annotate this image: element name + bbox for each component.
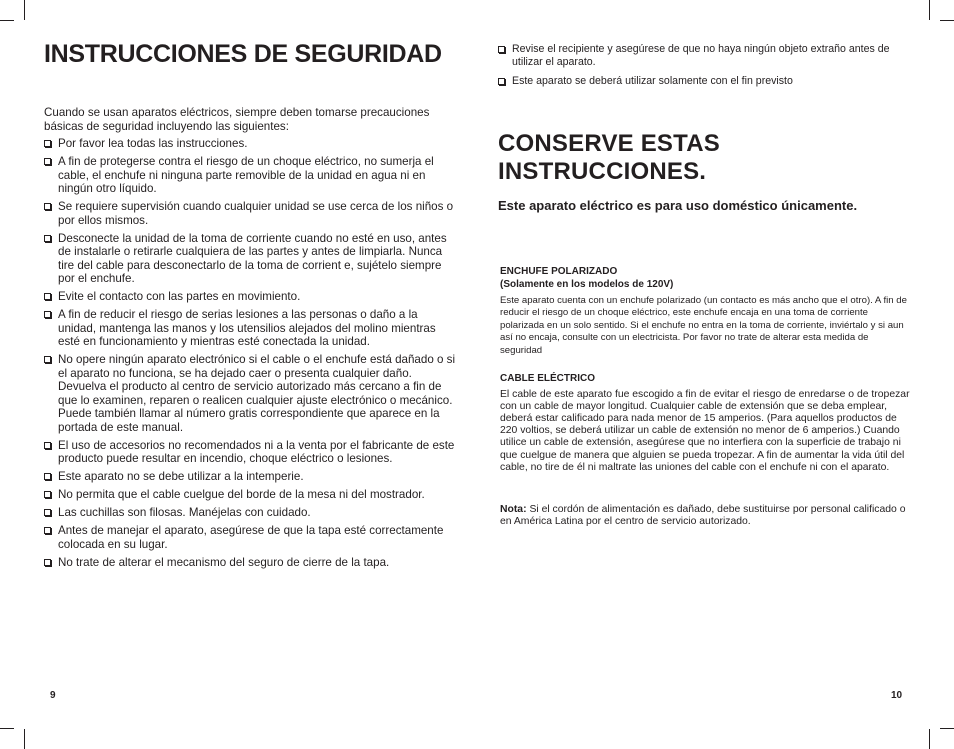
checkbox-bullet-icon — [44, 293, 51, 300]
list-item: No permita que el cable cuelgue del borde de la mesa ni del mostrador. — [44, 488, 456, 502]
checkbox-bullet-icon — [44, 140, 51, 147]
list-item: Por favor lea todas las instrucciones. — [44, 137, 456, 151]
safety-list — [44, 137, 456, 574]
note-body: Si el cordón de alimentación es dañado, debe sustituirse por personal calificado o en América Latina por el centro de servicio autorizado. — [500, 504, 906, 528]
list-item: Este aparato no se debe utilizar a la intemperie. — [44, 470, 456, 484]
list-item: Las cuchillas son filosas. Manéjelas con cuidado. — [44, 506, 456, 520]
save-instructions-title: CONSERVE ESTAS INSTRUCCIONES. — [498, 130, 720, 185]
checkbox-bullet-icon — [44, 509, 51, 516]
checkbox-bullet-icon — [44, 491, 51, 498]
checkbox-bullet-icon — [498, 78, 505, 85]
checkbox-bullet-icon — [44, 203, 51, 210]
list-item: A fin de reducir el riesgo de serias lesiones a las personas o daño a la unidad, mantenga las manos y los utensilios alejados del molino mientras esté en funcionamiento y mientras esté conectada la unidad. — [44, 308, 456, 349]
section-body: Este aparato cuenta con un enchufe polarizado (un contacto es más ancho que el otro). A fin de reducir el riesgo de un choque eléctrico, este enchufe encaja en una toma de corriente polarizada en un solo sentido. Si el enchufe no entra en la toma de corriente, inviértalo y si aun así no encaja, consulte con un electricista. Por favor no trate de alterar esta medida de seguridad — [500, 295, 907, 356]
checkbox-bullet-icon — [44, 235, 51, 242]
note-paragraph — [500, 504, 912, 528]
right-page — [477, 0, 954, 749]
checkbox-bullet-icon — [44, 473, 51, 480]
list-item: Revise el recipiente y asegúrese de que no haya ningún objeto extraño antes de utilizar el aparato. — [498, 43, 908, 69]
note-label: Nota: — [500, 504, 527, 515]
checkbox-bullet-icon — [44, 311, 51, 318]
list-item: A fin de protegerse contra el riesgo de un choque eléctrico, no sumerja el cable, el enchufe ni ninguna parte removible de la unidad en agua ni en ningún otro líquido. — [44, 155, 456, 196]
checkbox-bullet-icon — [44, 442, 51, 449]
list-item: No opere ningún aparato electrónico si el cable o el enchufe está dañado o si el aparato no funciona, se ha dejado caer o presenta cualquier daño. Devuelva el producto al centro de servicio autorizado más cercano a fin de que lo examinen, reparen o realicen cualquier ajuste electrónico o mecánico. Puede también llamar al número gratis correspondiente que aparece en la portada de este manual. — [44, 353, 456, 434]
electric-cord-section — [500, 373, 912, 474]
section-body: El cable de este aparato fue escogido a fin de evitar el riesgo de enredarse o de tropezar con un cable de mayor longitud. Cualquier cable de extensión que se deba emplear, deberá estar calificado para nada menor de 15 amperios. (Para aquellos productos de 220 voltios, se deberá utilizar un cable de extensión no menor de 6 amperios.) Cuando utilice un cable de extensión, asegúrese que no interfiera con la superficie de trabajo ni que cuelgue de manera que alguien se pueda tropezar. A fin de aumentar la vida útil del cable, no tire de él ni maltrate las uniones del cable con el enchufe ni con el aparato. — [500, 388, 910, 473]
list-item: No trate de alterar el mecanismo del seguro de cierre de la tapa. — [44, 556, 456, 570]
list-item: Desconecte la unidad de la toma de corriente cuando no esté en uso, antes de instalarle o retirarle cualquiera de las partes y antes de limpiarla. Nunca tire del cable para desconectarlo de la toma de corrient e, sujételo siempre por el enchufe. — [44, 232, 456, 286]
safety-list-continued — [498, 43, 908, 93]
list-item: Este aparato se deberá utilizar solamente con el fin previsto — [498, 75, 908, 88]
checkbox-bullet-icon — [44, 158, 51, 165]
section-heading: CABLE ELÉCTRICO — [500, 373, 595, 384]
checkbox-bullet-icon — [44, 559, 51, 566]
list-item: Se requiere supervisión cuando cualquier unidad se use cerca de los niños o por ellos mismos. — [44, 200, 456, 227]
page-number: 9 — [50, 690, 56, 701]
list-item: Antes de manejar el aparato, asegúrese de que la tapa esté correctamente colocada en su lugar. — [44, 524, 456, 551]
page-number: 10 — [891, 690, 903, 701]
intro-paragraph: Cuando se usan aparatos eléctricos, siempre deben tomarse precauciones básicas de seguridad incluyendo las siguientes: — [44, 106, 430, 133]
polarized-plug-section — [500, 266, 912, 357]
checkbox-bullet-icon — [44, 527, 51, 534]
page-title: INSTRUCCIONES DE SEGURIDAD — [44, 40, 442, 68]
list-item: Evite el contacto con las partes en movimiento. — [44, 290, 456, 304]
section-heading: ENCHUFE POLARIZADO — [500, 266, 618, 277]
checkbox-bullet-icon — [498, 46, 505, 53]
section-subheading: (Solamente en los modelos de 120V) — [500, 278, 674, 290]
list-item: El uso de accesorios no recomendados ni a la venta por el fabricante de este producto puede resultar en incendio, choque eléctrico o lesiones. — [44, 439, 456, 466]
checkbox-bullet-icon — [44, 356, 51, 363]
household-use-subtitle: Este aparato eléctrico es para uso doméstico únicamente. — [498, 198, 858, 213]
